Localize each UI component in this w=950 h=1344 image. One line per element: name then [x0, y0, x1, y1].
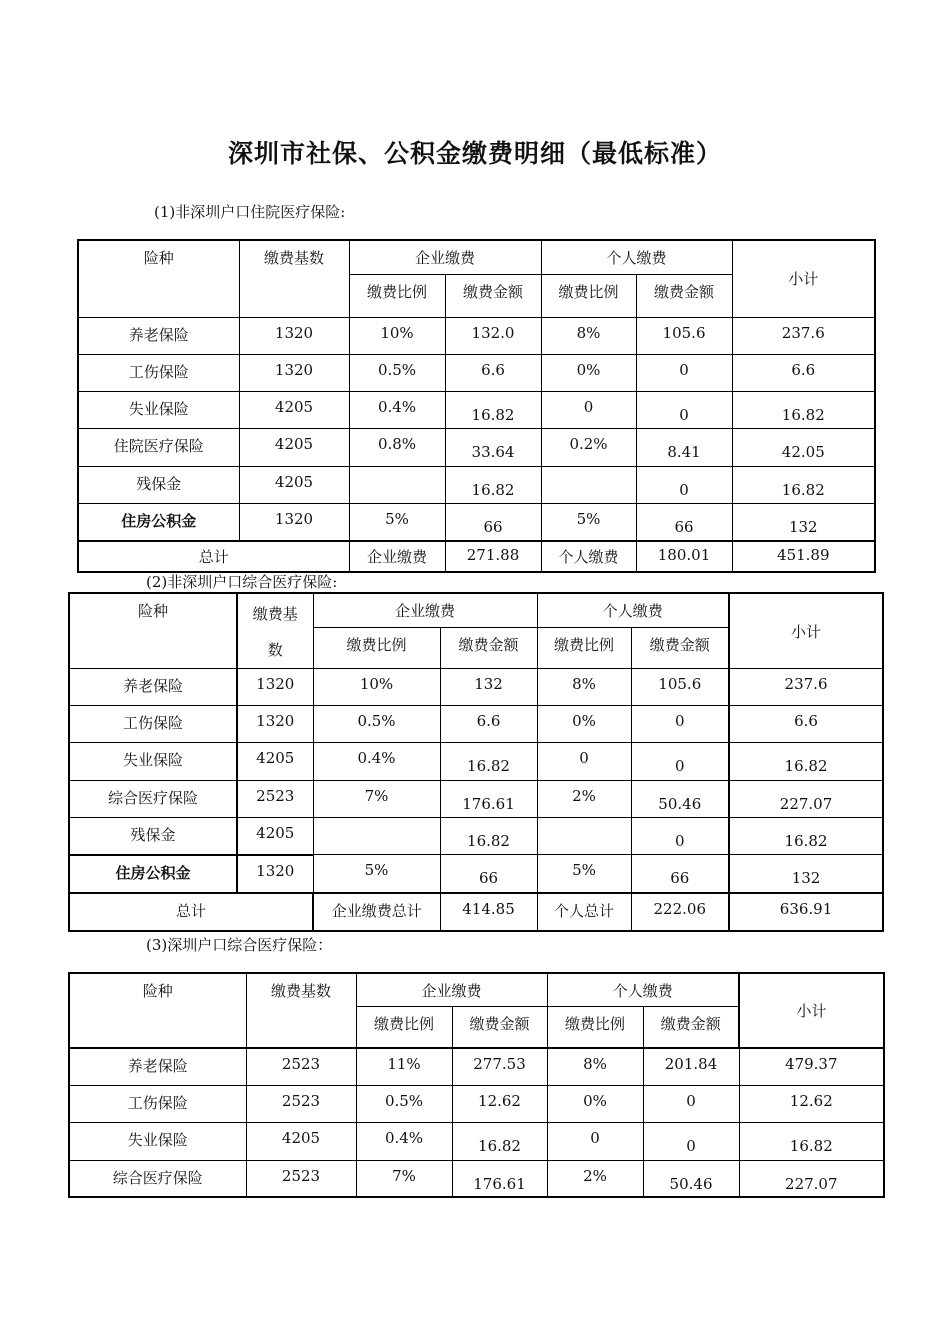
cell-personal-amount: 50.46 — [643, 1160, 739, 1197]
header-personal-rate: 缴费比例 — [547, 1007, 643, 1048]
total-row — [78, 541, 875, 572]
cell-subtotal: 479.37 — [739, 1048, 884, 1085]
cell-personal-rate: 0 — [541, 391, 636, 428]
total-personal-label: 个人总计 — [537, 893, 631, 931]
cell-type: 失业保险 — [78, 391, 239, 428]
table-row — [78, 466, 875, 503]
table-row — [69, 743, 883, 781]
total-label: 总计 — [78, 541, 349, 572]
cell-personal-rate — [537, 818, 631, 855]
cell-personal-rate: 2% — [537, 781, 631, 818]
cell-company-rate — [349, 466, 445, 503]
cell-type: 工伤保险 — [69, 1085, 246, 1122]
cell-type: 残保金 — [69, 818, 237, 855]
total-row — [69, 893, 883, 931]
section2-caption: (2)非深圳户口综合医疗保险: — [146, 573, 338, 591]
cell-type: 住房公积金 — [78, 503, 239, 541]
total-personal-label: 个人缴费 — [541, 541, 636, 572]
cell-personal-amount: 105.6 — [636, 317, 732, 354]
cell-personal-rate: 5% — [537, 855, 631, 893]
cell-company-amount: 176.61 — [440, 781, 537, 818]
cell-company-rate: 11% — [356, 1048, 452, 1085]
header-subtotal: 小计 — [729, 593, 883, 669]
header-personal: 个人缴费 — [541, 240, 732, 274]
table-row — [78, 428, 875, 466]
cell-personal-amount: 0 — [643, 1085, 739, 1122]
cell-personal-amount: 201.84 — [643, 1048, 739, 1085]
header-type: 险种 — [78, 240, 239, 317]
total-company-value: 414.85 — [440, 893, 537, 931]
cell-company-amount: 66 — [445, 503, 541, 541]
cell-subtotal: 16.82 — [729, 818, 883, 855]
cell-base: 4205 — [239, 466, 349, 503]
cell-personal-amount: 0 — [636, 354, 732, 391]
cell-personal-amount: 0 — [631, 706, 729, 743]
header-personal: 个人缴费 — [537, 593, 729, 627]
cell-company-rate: 7% — [356, 1160, 452, 1197]
header-company: 企业缴费 — [356, 973, 547, 1007]
cell-company-rate: 0.5% — [356, 1085, 452, 1122]
table-row — [69, 1085, 884, 1122]
cell-type: 养老保险 — [69, 1048, 246, 1085]
cell-company-rate: 7% — [313, 781, 440, 818]
cell-company-amount: 16.82 — [452, 1122, 547, 1160]
header-type: 险种 — [69, 973, 246, 1048]
cell-base: 4205 — [246, 1122, 356, 1160]
section1-caption: (1)非深圳户口住院医疗保险: — [154, 203, 346, 221]
cell-company-rate — [313, 818, 440, 855]
table-row — [78, 503, 875, 541]
cell-company-amount: 33.64 — [445, 428, 541, 466]
cell-type: 工伤保险 — [69, 706, 237, 743]
total-personal-value: 180.01 — [636, 541, 732, 572]
cell-subtotal: 227.07 — [729, 781, 883, 818]
cell-company-amount: 132.0 — [445, 317, 541, 354]
cell-personal-rate: 8% — [547, 1048, 643, 1085]
table-row — [78, 317, 875, 354]
cell-base: 1320 — [237, 669, 313, 706]
cell-subtotal: 16.82 — [739, 1122, 884, 1160]
cell-base: 1320 — [239, 503, 349, 541]
header-personal-amount: 缴费金额 — [631, 627, 729, 668]
header-personal-amount: 缴费金额 — [636, 274, 732, 317]
table-row — [69, 781, 883, 818]
header-subtotal: 小计 — [732, 240, 875, 317]
table-row — [78, 391, 875, 428]
cell-company-rate: 0.4% — [349, 391, 445, 428]
cell-personal-amount: 0 — [636, 466, 732, 503]
page-title: 深圳市社保、公积金缴费明细（最低标准） — [227, 139, 722, 168]
cell-personal-amount: 0 — [631, 818, 729, 855]
cell-type: 残保金 — [78, 466, 239, 503]
cell-company-amount: 16.82 — [440, 743, 537, 781]
cell-company-amount: 176.61 — [452, 1160, 547, 1197]
cell-type: 失业保险 — [69, 1122, 246, 1160]
cell-personal-rate: 0.2% — [541, 428, 636, 466]
cell-personal-amount: 66 — [631, 855, 729, 893]
cell-base: 2523 — [246, 1160, 356, 1197]
header-subtotal: 小计 — [739, 973, 884, 1048]
cell-company-rate: 0.4% — [313, 743, 440, 781]
cell-personal-amount: 0 — [636, 391, 732, 428]
cell-base: 1320 — [237, 706, 313, 743]
header-company: 企业缴费 — [349, 240, 541, 274]
header-company: 企业缴费 — [313, 593, 537, 627]
cell-personal-rate: 0% — [537, 706, 631, 743]
cell-personal-amount: 66 — [636, 503, 732, 541]
cell-personal-amount: 8.41 — [636, 428, 732, 466]
header-company-amount: 缴费金额 — [445, 274, 541, 317]
cell-company-rate: 5% — [313, 855, 440, 893]
cell-subtotal: 6.6 — [729, 706, 883, 743]
cell-personal-amount: 0 — [643, 1122, 739, 1160]
table-row — [69, 818, 883, 855]
cell-company-rate: 0.8% — [349, 428, 445, 466]
cell-personal-amount: 0 — [631, 743, 729, 781]
total-label: 总计 — [69, 893, 313, 931]
cell-subtotal: 237.6 — [729, 669, 883, 706]
cell-personal-amount: 105.6 — [631, 669, 729, 706]
cell-base: 1320 — [239, 317, 349, 354]
cell-base: 4205 — [237, 818, 313, 855]
header-base: 缴费基数 — [246, 973, 356, 1048]
cell-company-rate: 10% — [313, 669, 440, 706]
header-company-amount: 缴费金额 — [440, 627, 537, 668]
cell-base: 2523 — [237, 781, 313, 818]
cell-personal-rate: 0 — [547, 1122, 643, 1160]
cell-base: 4205 — [237, 743, 313, 781]
cell-type: 失业保险 — [69, 743, 237, 781]
cell-company-amount: 12.62 — [452, 1085, 547, 1122]
header-personal-rate: 缴费比例 — [537, 627, 631, 668]
cell-company-rate: 0.5% — [313, 706, 440, 743]
cell-subtotal: 132 — [729, 855, 883, 893]
cell-personal-rate: 8% — [541, 317, 636, 354]
cell-company-amount: 6.6 — [445, 354, 541, 391]
total-company-label: 企业缴费 — [349, 541, 445, 572]
cell-personal-rate: 0 — [537, 743, 631, 781]
header-base-line1: 缴费基 — [252, 605, 298, 623]
cell-type: 综合医疗保险 — [69, 1160, 246, 1197]
cell-type: 综合医疗保险 — [69, 781, 237, 818]
cell-company-amount: 16.82 — [440, 818, 537, 855]
header-base — [237, 593, 313, 669]
cell-base: 2523 — [246, 1048, 356, 1085]
cell-personal-rate: 2% — [547, 1160, 643, 1197]
header-company-amount: 缴费金额 — [452, 1007, 547, 1048]
cell-subtotal: 132 — [732, 503, 875, 541]
table-row — [78, 354, 875, 391]
table-row — [69, 1048, 884, 1085]
total-personal-value: 222.06 — [631, 893, 729, 931]
cell-base: 2523 — [246, 1085, 356, 1122]
cell-subtotal: 227.07 — [739, 1160, 884, 1197]
header-personal: 个人缴费 — [547, 973, 739, 1007]
cell-type: 住房公积金 — [69, 855, 237, 893]
section2-table — [68, 592, 884, 932]
cell-personal-rate: 5% — [541, 503, 636, 541]
cell-company-rate: 0.4% — [356, 1122, 452, 1160]
cell-subtotal: 237.6 — [732, 317, 875, 354]
cell-personal-rate: 0% — [547, 1085, 643, 1122]
cell-base: 4205 — [239, 391, 349, 428]
header-type: 险种 — [69, 593, 237, 669]
header-base: 缴费基数 — [239, 240, 349, 317]
table-row — [69, 669, 883, 706]
cell-company-amount: 6.6 — [440, 706, 537, 743]
total-subtotal: 451.89 — [732, 541, 875, 572]
cell-company-amount: 16.82 — [445, 391, 541, 428]
cell-base: 1320 — [239, 354, 349, 391]
section3-table — [68, 972, 885, 1198]
table-row — [69, 706, 883, 743]
total-company-label: 企业缴费总计 — [313, 893, 440, 931]
header-personal-amount: 缴费金额 — [643, 1007, 739, 1048]
cell-company-rate: 10% — [349, 317, 445, 354]
cell-personal-rate — [541, 466, 636, 503]
header-company-rate: 缴费比例 — [356, 1007, 452, 1048]
header-personal-rate: 缴费比例 — [541, 274, 636, 317]
cell-subtotal: 16.82 — [732, 391, 875, 428]
header-company-rate: 缴费比例 — [349, 274, 445, 317]
cell-base: 4205 — [239, 428, 349, 466]
cell-personal-rate: 8% — [537, 669, 631, 706]
table-row — [69, 1160, 884, 1197]
cell-base: 1320 — [237, 855, 313, 893]
cell-company-amount: 16.82 — [445, 466, 541, 503]
section3-caption: (3)深圳户口综合医疗保险： — [146, 936, 333, 954]
cell-type: 养老保险 — [78, 317, 239, 354]
cell-company-amount: 277.53 — [452, 1048, 547, 1085]
section1-table — [77, 239, 876, 573]
cell-company-rate: 0.5% — [349, 354, 445, 391]
cell-personal-amount: 50.46 — [631, 781, 729, 818]
table-row — [69, 1122, 884, 1160]
cell-company-amount: 132 — [440, 669, 537, 706]
cell-subtotal: 16.82 — [732, 466, 875, 503]
cell-subtotal: 6.6 — [732, 354, 875, 391]
header-company-rate: 缴费比例 — [313, 627, 440, 668]
cell-personal-rate: 0% — [541, 354, 636, 391]
cell-subtotal: 16.82 — [729, 743, 883, 781]
cell-subtotal: 42.05 — [732, 428, 875, 466]
total-company-value: 271.88 — [445, 541, 541, 572]
cell-company-rate: 5% — [349, 503, 445, 541]
cell-type: 工伤保险 — [78, 354, 239, 391]
cell-type: 住院医疗保险 — [78, 428, 239, 466]
cell-company-amount: 66 — [440, 855, 537, 893]
total-subtotal: 636.91 — [729, 893, 883, 931]
table-row — [69, 855, 883, 893]
header-base-line2: 数 — [267, 641, 283, 659]
cell-subtotal: 12.62 — [739, 1085, 884, 1122]
cell-type: 养老保险 — [69, 669, 237, 706]
